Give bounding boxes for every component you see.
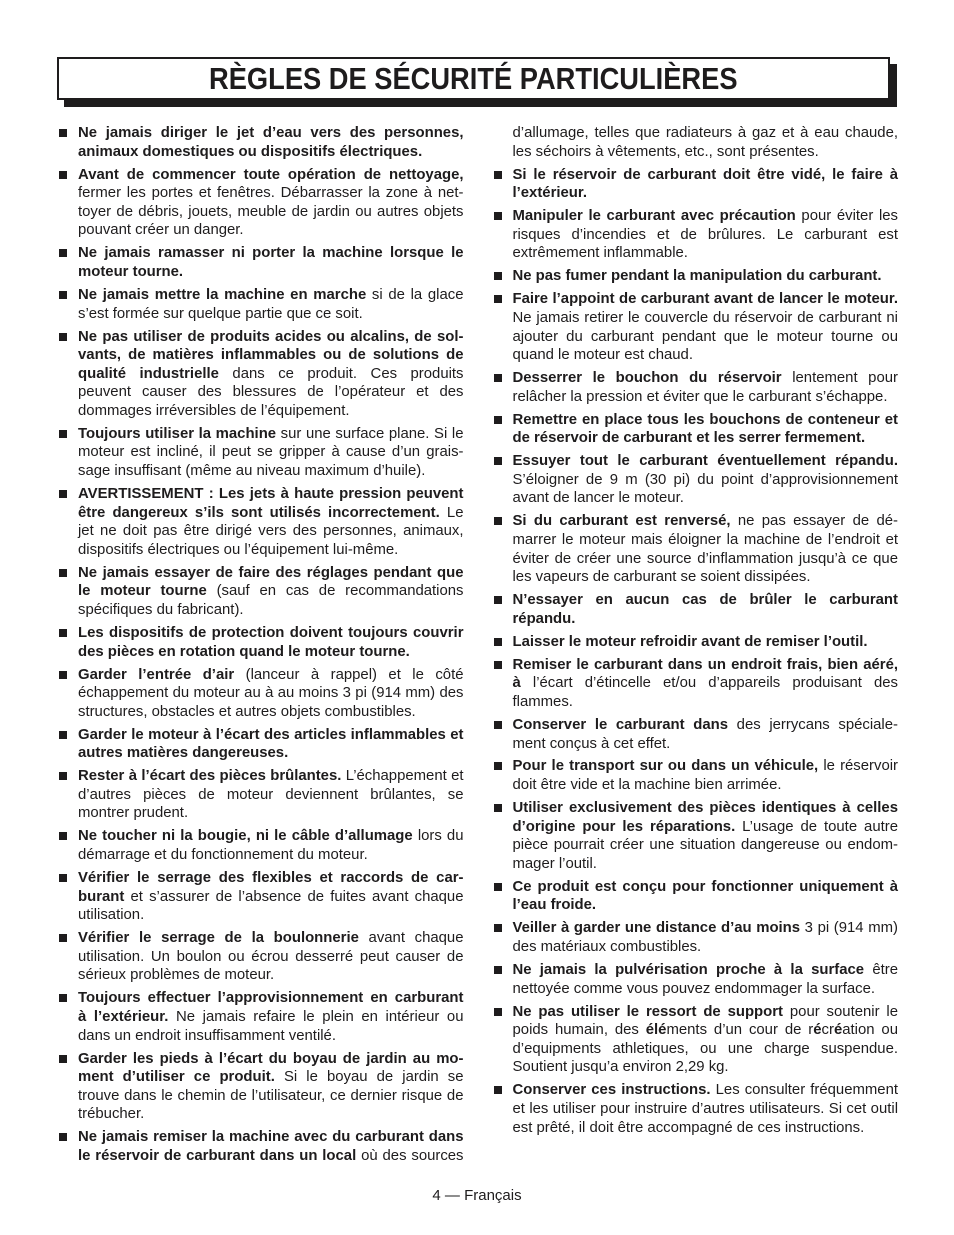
safety-rule bbox=[492, 166, 899, 203]
safety-rule bbox=[57, 624, 464, 661]
rule-emphasis: Rester à l’écart des pièces brûlantes. bbox=[78, 768, 342, 785]
bullet-square-icon bbox=[59, 569, 67, 577]
bullet-square-icon bbox=[59, 291, 67, 299]
bullet-square-icon bbox=[59, 671, 67, 679]
rule-emphasis: é bbox=[813, 1022, 822, 1039]
bullet-square-icon bbox=[494, 272, 502, 280]
rule-text: ation ou d’equipments athletiques, ou une charge suspendue. Soutient jusqu’a environ 2,29 kg. bbox=[512, 1022, 898, 1076]
bullet-square-icon bbox=[59, 430, 67, 438]
rule-emphasis: Vérifier le serrage de la boulonnerie bbox=[78, 930, 359, 947]
safety-rule bbox=[492, 961, 899, 998]
safety-rule bbox=[57, 666, 464, 722]
bullet-square-icon bbox=[494, 295, 502, 303]
safety-rule bbox=[57, 869, 464, 925]
safety-rule bbox=[57, 827, 464, 864]
bullet-square-icon bbox=[494, 374, 502, 382]
bullet-square-icon bbox=[494, 638, 502, 646]
rule-emphasis: Ne pas utiliser de produits acides ou alcalins, de solvants, de matières inflammables ou de solutions de qualité industrielle bbox=[78, 328, 464, 382]
rule-emphasis: AVERTISSEMENT : Les jets à haute pression peuvent être dangereux s’ils sont utilisés incorrectement. bbox=[78, 486, 464, 521]
bullet-square-icon bbox=[59, 129, 67, 137]
rule-emphasis: Remiser le carburant dans un endroit frais, bien aéré, à bbox=[512, 656, 898, 692]
safety-rule bbox=[492, 207, 899, 263]
safety-rule bbox=[57, 767, 464, 823]
safety-rule bbox=[57, 244, 464, 281]
safety-rule bbox=[57, 286, 464, 323]
rule-text: Les consulter fréquemment et les utiliser pour instruire d’autres utilisateurs. Si cet outil est prêté, il doit être accompagné de ces instructions. bbox=[512, 1082, 898, 1136]
rule-emphasis: Utiliser exclusivement des pièces identiques à celles d’origine pour les réparations. bbox=[512, 800, 898, 835]
bullet-square-icon bbox=[59, 994, 67, 1002]
rule-emphasis: Ne jamais remiser la machine avec du carburant dans le réservoir de carburant dans un local bbox=[78, 1129, 464, 1164]
rule-text: lentement pour relâcher la pression et éviter que le carburant s’échappe. bbox=[512, 370, 898, 405]
rule-emphasis: Ne jamais mettre la machine en marche bbox=[78, 286, 367, 303]
bullet-square-icon bbox=[494, 966, 502, 974]
bullet-square-icon bbox=[59, 832, 67, 840]
rule-emphasis: Remettre en place tous les bouchons de conteneur et de réservoir de carburant et les serrer fermement. bbox=[512, 411, 898, 447]
safety-rule bbox=[492, 512, 899, 586]
safety-rule bbox=[492, 591, 899, 628]
rule-emphasis: Conserver le carburant dans bbox=[512, 716, 728, 733]
rule-emphasis: Faire l’appoint de carburant avant de lancer le moteur. bbox=[512, 291, 898, 308]
rule-emphasis: Ne jamais essayer de faire des réglages pendant que le moteur tourne bbox=[78, 564, 464, 600]
rule-emphasis: Laisser le moteur refroidir avant de remiser l’outil. bbox=[512, 633, 868, 650]
rule-emphasis: Manipuler le carburant avec précaution bbox=[512, 208, 796, 225]
safety-rule bbox=[57, 726, 464, 763]
rule-emphasis: Ne jamais ramasser ni porter la machine lorsque le moteur tourne. bbox=[78, 245, 464, 280]
rule-emphasis: Ne pas utiliser le ressort de support bbox=[512, 1003, 783, 1020]
bullet-square-icon bbox=[494, 661, 502, 669]
rule-emphasis: Garder les pieds à l’écart du boyau de jardin au moment d’utiliser ce produit. bbox=[78, 1050, 464, 1086]
safety-rule bbox=[492, 656, 899, 712]
rule-emphasis: é bbox=[833, 1022, 843, 1039]
safety-rule bbox=[492, 452, 899, 508]
safety-rule bbox=[492, 267, 899, 286]
rule-emphasis: N’essayer en aucun cas de brûler le carburant répandu. bbox=[512, 592, 898, 627]
safety-rule bbox=[492, 633, 899, 652]
rule-text: ments d’un cour de r bbox=[666, 1022, 814, 1039]
bullet-square-icon bbox=[494, 924, 502, 932]
bullet-square-icon bbox=[59, 772, 67, 780]
bullet-square-icon bbox=[494, 1008, 502, 1016]
rule-emphasis: Ne jamais diriger le jet d’eau vers des personnes, animaux domestiques ou dispositifs électriques. bbox=[78, 125, 464, 160]
safety-rule bbox=[57, 124, 464, 161]
rule-emphasis: Toujours utiliser la machine bbox=[78, 425, 277, 442]
bullet-square-icon bbox=[59, 934, 67, 942]
safety-rule bbox=[57, 425, 464, 481]
bullet-square-icon bbox=[494, 517, 502, 525]
safety-rule bbox=[492, 799, 899, 873]
bullet-square-icon bbox=[59, 1133, 67, 1141]
bullet-square-icon bbox=[59, 1055, 67, 1063]
bullet-square-icon bbox=[59, 490, 67, 498]
rule-emphasis: Ne jamais la pulvérisation proche à la surface bbox=[512, 961, 865, 978]
rule-text: si de la glace s’est formée sur quelque partie que ce soit. bbox=[78, 286, 464, 322]
rule-emphasis: Garder l’entrée d’air bbox=[78, 666, 235, 683]
rule-text: fermer les portes et fenêtres. Débarrasser la zone à nettoyer de débris, jouets, meuble de jardin ou autres objets pouvant créer un danger. bbox=[78, 185, 464, 239]
page-title: RÈGLES DE SÉCURITÉ PARTICULIÈRES bbox=[209, 61, 738, 96]
rule-text: dans ce produit. Ces produits peuvent causer des blessures de l’opérateur et des dommages irréversibles de l’équipement. bbox=[78, 365, 464, 419]
rule-text: cr bbox=[821, 1022, 834, 1039]
safety-rule bbox=[492, 1081, 899, 1137]
rule-emphasis: Veiller à garder une distance d’au moins bbox=[512, 920, 801, 937]
bullet-square-icon bbox=[494, 596, 502, 604]
rule-emphasis: Vérifier le serrage des flexibles et raccords de carburant bbox=[78, 870, 464, 905]
bullet-square-icon bbox=[494, 721, 502, 729]
bullet-square-icon bbox=[494, 212, 502, 220]
safety-rule bbox=[492, 919, 899, 956]
safety-rule bbox=[492, 290, 899, 364]
rule-emphasis: Si le réservoir de carburant doit être vidé, le faire à l’extérieur. bbox=[512, 166, 898, 202]
rule-text: L’échappement et d’autres pièces de moteur deviennent brûlantes, se montrer prudent. bbox=[78, 768, 464, 822]
safety-rule bbox=[492, 411, 899, 448]
bullet-square-icon bbox=[494, 416, 502, 424]
rule-emphasis: Si du carburant est renversé, bbox=[512, 513, 731, 530]
rule-text: pour éviter les risques d’incendies et de brûlures. Le carburant est extrêmement inflammable. bbox=[512, 208, 898, 262]
safety-rule bbox=[57, 328, 464, 421]
bullet-square-icon bbox=[494, 1086, 502, 1094]
rule-emphasis: Ne toucher ni la bougie, ni le câble d’allumage bbox=[78, 828, 413, 845]
bullet-square-icon bbox=[494, 762, 502, 770]
safety-rule bbox=[57, 166, 464, 240]
rule-emphasis: Garder le moteur à l’écart des articles inflammables et autres matières dangereuses. bbox=[78, 726, 464, 762]
rule-text: sur une surface plane. Si le moteur est incliné, il peut se gripper à cause d’un graissage insuffisant (même au niveau maximum d’huile). bbox=[78, 425, 464, 480]
rule-emphasis: Ce produit est conçu pour fonctionner uniquement à l’eau froide. bbox=[512, 878, 898, 914]
safety-rule bbox=[57, 989, 464, 1045]
bullet-square-icon bbox=[59, 249, 67, 257]
safety-rule bbox=[57, 485, 464, 559]
rule-text: l’écart d’étincelle et/ou d’appareils produisant des flammes. bbox=[512, 675, 898, 710]
safety-rule bbox=[492, 757, 899, 794]
safety-rule bbox=[492, 878, 899, 915]
rule-text: le réservoir doit être vide et la machine bien arrimée. bbox=[512, 758, 898, 794]
rule-text: 3 pi (914 mm) des matériaux combustibles. bbox=[512, 920, 898, 955]
safety-rules-list bbox=[57, 124, 898, 1166]
rule-text: Ne jamais refaire le plein en intérieur ou dans un endroit insuffisamment ventilé. bbox=[78, 1008, 464, 1044]
bullet-square-icon bbox=[494, 883, 502, 891]
rule-text: être nettoyée comme vous pouvez endommager la surface. bbox=[512, 961, 898, 997]
rule-emphasis: Desserrer le bouchon du réservoir bbox=[512, 370, 782, 387]
rule-emphasis: Pour le transport sur ou dans un véhicule, bbox=[512, 758, 819, 775]
rule-text: pour soutenir le poids humain, des bbox=[512, 1003, 899, 1039]
rule-text: et s’assurer de l’absence de fuites avant chaque utilisation. bbox=[78, 888, 464, 924]
bullet-square-icon bbox=[494, 804, 502, 812]
page-title-box bbox=[57, 57, 890, 100]
rule-text: des jerrycans spécialement conçus à cet effet. bbox=[512, 716, 898, 752]
rule-text: ne pas essayer de démarrer le moteur mais éloigner la machine de l’endroit et éviter de créer une source d’inflammation jusqu’à ce que les vapeurs de carburant se soient dissipées. bbox=[512, 513, 898, 586]
rule-text: lors du démarrage et du fonctionnement du moteur. bbox=[78, 828, 464, 864]
rule-emphasis: Ne pas fumer pendant la manipulation du carburant. bbox=[512, 268, 882, 285]
rule-text: Le jet ne doit pas être dirigé vers des personnes, animaux, dispositifs électriques ou l’équipement lui-même. bbox=[78, 504, 464, 558]
rule-emphasis: Les dispositifs de protection doivent toujours couvrir des pièces en rotation quand le moteur tourne. bbox=[78, 624, 464, 660]
rule-emphasis: élé bbox=[645, 1022, 667, 1039]
bullet-square-icon bbox=[59, 874, 67, 882]
rule-text: L’usage de toute autre pièce pourrait créer une situation dangereuse ou endommager l’outil. bbox=[512, 818, 898, 872]
rule-emphasis: Conserver ces instructions. bbox=[512, 1082, 711, 1099]
bullet-square-icon bbox=[494, 457, 502, 465]
rule-text: Si le boyau de jardin se trouve dans le chemin de l’utilisateur, ce dernier risque de trébucher. bbox=[78, 1069, 464, 1123]
bullet-square-icon bbox=[59, 333, 67, 341]
bullet-square-icon bbox=[59, 629, 67, 637]
rule-text: avant chaque utilisation. Un boulon ou écrou desserré peut causer de sérieux problèmes de moteur. bbox=[78, 930, 464, 984]
safety-rule bbox=[57, 564, 464, 620]
safety-rule bbox=[492, 369, 899, 406]
safety-rule bbox=[57, 1050, 464, 1124]
rule-text: (lanceur à rappel) et le côté échappement du moteur au à au moins 3 pi (914 mm) des structures, obstacles et autres objets combustibles. bbox=[78, 666, 464, 720]
bullet-square-icon bbox=[59, 731, 67, 739]
bullet-square-icon bbox=[494, 171, 502, 179]
rule-text: où des sources d’allumage, telles que radiateurs à gaz et à eau chaude, les séchoirs à vêtements, etc., sont présentes. bbox=[356, 125, 898, 1164]
safety-rule bbox=[57, 929, 464, 985]
rule-text: Ne jamais retirer le couvercle du réservoir de carburant ni ajouter du carburant pendant que le moteur tourne ou quand le moteur est chaud. bbox=[512, 309, 898, 364]
page-footer: 4 — Français bbox=[432, 1187, 522, 1204]
rule-emphasis: Toujours effectuer l’approvisionnement en carburant à l’extérieur. bbox=[78, 990, 464, 1025]
rule-text: (sauf en cas de recommandations spécifiques du fabricant). bbox=[78, 583, 464, 618]
safety-rule bbox=[492, 716, 899, 753]
bullet-square-icon bbox=[59, 171, 67, 179]
rule-emphasis: Avant de commencer toute opération de nettoyage, bbox=[78, 166, 464, 183]
safety-rule bbox=[492, 1003, 899, 1077]
rule-emphasis: Essuyer tout le carburant éventuellement répandu. bbox=[512, 453, 898, 470]
rule-text: S’éloigner de 9 m (30 pi) du point d’approvisionnement avant de lancer le moteur. bbox=[512, 471, 898, 507]
